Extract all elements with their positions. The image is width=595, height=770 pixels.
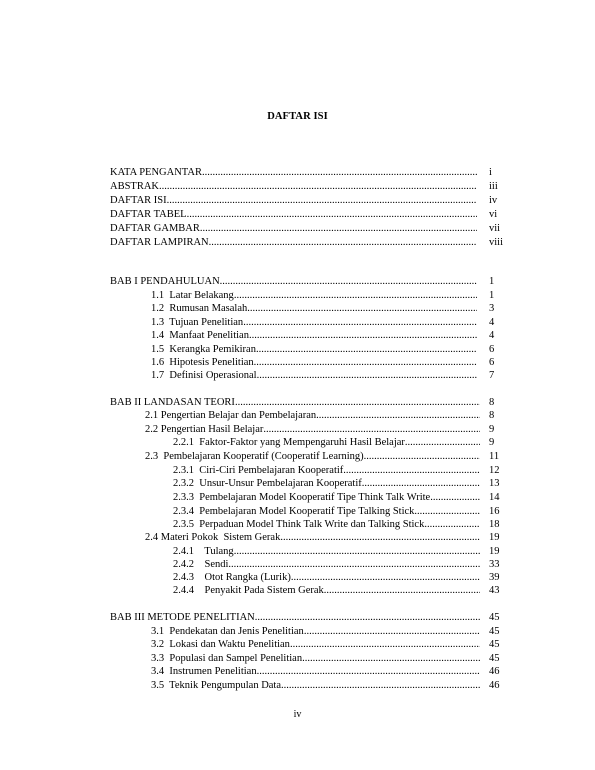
toc-entry-page-number: 1 xyxy=(489,276,495,287)
toc-entry-label: 2.3 Pembelajaran Kooperatif (Cooperatif Learning) xyxy=(145,451,364,462)
toc-entry-text xyxy=(151,665,480,679)
toc-dot-leader xyxy=(247,302,477,316)
toc-entry-label: 1.5 Kerangka Pemikiran xyxy=(151,344,256,355)
toc-entry xyxy=(0,571,595,585)
toc-entry-page-number: 19 xyxy=(489,546,500,557)
toc-entry-page-number: iv xyxy=(489,195,498,206)
toc-entry-text xyxy=(173,436,480,450)
toc-entry-label: 2.3.1 Ciri-Ciri Pembelajaran Kooperatif xyxy=(173,465,344,476)
page-number-footer: iv xyxy=(293,709,302,720)
toc-entry-page-number: 6 xyxy=(489,344,495,355)
toc-entry-page-number: 45 xyxy=(489,626,500,637)
toc-entry-page-number: iii xyxy=(489,181,498,192)
toc-entry-text xyxy=(145,409,480,423)
toc-entry-page-number: 9 xyxy=(489,424,495,435)
toc-entry-page-number: 7 xyxy=(489,370,495,381)
toc-entry-label: BAB I PENDAHULUAN xyxy=(110,276,220,287)
toc-entry-text xyxy=(151,302,477,316)
toc-entry xyxy=(0,545,595,559)
toc-entry-text xyxy=(110,611,480,625)
toc-entry xyxy=(0,505,595,519)
toc-dot-leader xyxy=(430,491,480,505)
toc-dot-leader xyxy=(343,464,480,478)
toc-entry xyxy=(0,208,595,222)
toc-entry-text xyxy=(110,208,477,222)
toc-entry-text xyxy=(145,531,480,545)
toc-entry xyxy=(0,652,595,666)
toc-dot-leader xyxy=(200,222,477,236)
toc-dot-leader xyxy=(257,665,480,679)
toc-entry xyxy=(0,625,595,639)
toc-entry-text xyxy=(151,638,480,652)
toc-dot-leader xyxy=(254,356,477,370)
toc-entry-text xyxy=(173,464,480,478)
toc-entry-page-number: 43 xyxy=(489,585,500,596)
toc-dot-leader xyxy=(424,518,480,532)
toc-entry-label: 3.1 Pendekatan dan Jenis Penelitian xyxy=(151,626,304,637)
toc-entry xyxy=(0,369,595,383)
toc-entry-text xyxy=(151,625,480,639)
toc-entry-text xyxy=(173,558,480,572)
toc-entry-text xyxy=(173,505,480,519)
toc-entry-text xyxy=(151,679,480,693)
toc-entry xyxy=(0,316,595,330)
toc-entry-text xyxy=(110,180,477,194)
toc-dot-leader xyxy=(249,329,477,343)
toc-entry-text xyxy=(145,450,480,464)
toc-entry-label: BAB II LANDASAN TEORI xyxy=(110,397,235,408)
toc-dot-leader xyxy=(167,194,477,208)
toc-dot-leader xyxy=(257,369,477,383)
toc-entry-page-number: 11 xyxy=(489,451,500,462)
toc-entry-text xyxy=(173,571,480,585)
toc-entry-text xyxy=(151,652,480,666)
toc-entry-label: KATA PENGANTAR xyxy=(110,167,202,178)
toc-entry-page-number: 33 xyxy=(489,559,500,570)
toc-entry-label: DAFTAR ISI xyxy=(110,195,167,206)
toc-dot-leader xyxy=(209,236,477,250)
toc-dot-leader xyxy=(304,625,480,639)
toc-entry-text xyxy=(110,194,477,208)
toc-entry-page-number: 45 xyxy=(489,653,500,664)
toc-entry-label: 2.3.4 Pembelajaran Model Kooperatif Tipe Talking Stick xyxy=(173,506,415,517)
toc-dot-leader xyxy=(235,396,480,410)
toc-entry-text xyxy=(151,343,477,357)
toc-entry xyxy=(0,477,595,491)
toc-entry-label: 3.4 Instrumen Penelitian xyxy=(151,666,257,677)
toc-entry xyxy=(0,638,595,652)
toc-entry-label: 1.2 Rumusan Masalah xyxy=(151,303,248,314)
toc-entry-label: 1.7 Definisi Operasional xyxy=(151,370,257,381)
toc-entry xyxy=(0,166,595,180)
toc-entry-label: 2.4 Materi Pokok Sistem Gerak xyxy=(145,532,281,543)
toc-entry-page-number: 4 xyxy=(489,317,495,328)
toc-entry xyxy=(0,222,595,236)
toc-entry-page-number: 9 xyxy=(489,437,495,448)
toc-dot-leader xyxy=(316,409,480,423)
toc-entry-label: 1.6 Hipotesis Penelitian xyxy=(151,357,254,368)
toc-entry-text xyxy=(151,316,477,330)
toc-entry-page-number: 46 xyxy=(489,666,500,677)
toc-entry xyxy=(0,180,595,194)
toc-entry-label: BAB III METODE PENELITIAN xyxy=(110,612,255,623)
toc-dot-leader xyxy=(302,652,480,666)
toc-entry xyxy=(0,679,595,693)
toc-entry-page-number: vi xyxy=(489,209,498,220)
toc-entry-page-number: vii xyxy=(489,223,501,234)
toc-entry-label: 2.3.2 Unsur-Unsur Pembelajaran Kooperatif xyxy=(173,478,362,489)
toc-entry xyxy=(0,531,595,545)
toc-entry-label: 1.4 Manfaat Penelitian xyxy=(151,330,249,341)
toc-entry xyxy=(0,236,595,250)
toc-entry xyxy=(0,423,595,437)
toc-entry-text xyxy=(173,518,480,532)
toc-dot-leader xyxy=(280,531,480,545)
toc-entry-page-number: 45 xyxy=(489,612,500,623)
toc-entry-page-number: 46 xyxy=(489,680,500,691)
toc-entry-page-number: 12 xyxy=(489,465,500,476)
toc-entry-text xyxy=(151,369,477,383)
toc-entry-page-number: 16 xyxy=(489,506,500,517)
toc-entry-text xyxy=(110,222,477,236)
toc-entry xyxy=(0,275,595,289)
toc-entry-page-number: 39 xyxy=(489,572,500,583)
toc-entry-label: 3.2 Lokasi dan Waktu Penelitian xyxy=(151,639,290,650)
toc-entry-page-number: 8 xyxy=(489,410,495,421)
toc-entry xyxy=(0,396,595,410)
toc-entry-label: 2.2.1 Faktor-Faktor yang Mempengaruhi Hasil Belajar xyxy=(173,437,405,448)
toc-entry-label: ABSTRAK xyxy=(110,181,160,192)
toc-entry-label: 2.4.4 Penyakit Pada Sistem Gerak xyxy=(173,585,324,596)
toc-entry-page-number: 19 xyxy=(489,532,500,543)
toc-dot-leader xyxy=(281,679,480,693)
toc-dot-leader xyxy=(234,545,480,559)
toc-entry xyxy=(0,356,595,370)
toc-entry-label: DAFTAR LAMPIRAN xyxy=(110,237,209,248)
toc-entry-text xyxy=(151,289,477,303)
toc-entry xyxy=(0,409,595,423)
toc-entry xyxy=(0,194,595,208)
toc-dot-leader xyxy=(324,584,480,598)
toc-dot-leader xyxy=(255,611,480,625)
toc-entry-page-number: 13 xyxy=(489,478,500,489)
toc-entry-page-number: 8 xyxy=(489,397,495,408)
toc-entry-page-number: i xyxy=(489,167,492,178)
toc-entry-text xyxy=(173,491,480,505)
toc-entry xyxy=(0,289,595,303)
toc-entry xyxy=(0,329,595,343)
toc-dot-leader xyxy=(202,166,477,180)
toc-dot-leader xyxy=(243,316,477,330)
toc-entry-label: 2.3.3 Pembelajaran Model Kooperatif Tipe Think Talk Write xyxy=(173,492,431,503)
toc-entry-page-number: 3 xyxy=(489,303,495,314)
toc-entry-text xyxy=(173,477,480,491)
toc-entry-text xyxy=(151,356,477,370)
toc-entry-text xyxy=(110,396,480,410)
toc-entry-text xyxy=(173,545,480,559)
toc-entry xyxy=(0,558,595,572)
toc-dot-leader xyxy=(290,638,480,652)
toc-entry-label: 3.5 Teknik Pengumpulan Data xyxy=(151,680,282,691)
page-title: DAFTAR ISI xyxy=(267,111,328,122)
toc-entry-text xyxy=(110,166,477,180)
toc-entry-label: DAFTAR GAMBAR xyxy=(110,223,200,234)
toc-dot-leader xyxy=(220,275,477,289)
toc-dot-leader xyxy=(362,477,480,491)
toc-entry xyxy=(0,464,595,478)
toc-entry-label: 2.1 Pengertian Belajar dan Pembelajaran xyxy=(145,410,317,421)
toc-entry-label: 1.3 Tujuan Penelitian xyxy=(151,317,244,328)
toc-entry-text xyxy=(110,275,477,289)
toc-entry-page-number: 1 xyxy=(489,290,495,301)
toc-dot-leader xyxy=(228,558,480,572)
toc-entry-text xyxy=(145,423,480,437)
toc-entry-label: DAFTAR TABEL xyxy=(110,209,187,220)
toc-entry-page-number: 18 xyxy=(489,519,500,530)
toc-entry xyxy=(0,611,595,625)
toc-entry-text xyxy=(173,584,480,598)
toc-entry-label: 2.4.1 Tulang xyxy=(173,546,234,557)
toc-dot-leader xyxy=(256,343,477,357)
toc-entry xyxy=(0,343,595,357)
toc-entry xyxy=(0,436,595,450)
toc-entry-label: 2.2 Pengertian Hasil Belajar xyxy=(145,424,264,435)
toc-dot-leader xyxy=(405,436,480,450)
toc-entry xyxy=(0,584,595,598)
toc-entry-page-number: 6 xyxy=(489,357,495,368)
toc-entry-text xyxy=(110,236,477,250)
toc-entry-label: 1.1 Latar Belakang xyxy=(151,290,234,301)
toc-entry xyxy=(0,665,595,679)
toc-entry-page-number: 45 xyxy=(489,639,500,650)
toc-dot-leader xyxy=(414,505,480,519)
toc-entry-label: 3.3 Populasi dan Sampel Penelitian xyxy=(151,653,303,664)
toc-entry-label: 2.3.5 Perpaduan Model Think Talk Write dan Talking Stick xyxy=(173,519,425,530)
toc-dot-leader xyxy=(364,450,480,464)
toc-entry-label: 2.4.3 Otot Rangka (Lurik) xyxy=(173,572,291,583)
toc-dot-leader xyxy=(291,571,480,585)
toc-dot-leader xyxy=(159,180,477,194)
toc-entry xyxy=(0,491,595,505)
toc-entry-text xyxy=(151,329,477,343)
toc-entry xyxy=(0,302,595,316)
toc-dot-leader xyxy=(234,289,477,303)
toc-entry-page-number: viii xyxy=(489,237,504,248)
toc-entry xyxy=(0,450,595,464)
toc-entry-page-number: 4 xyxy=(489,330,495,341)
toc-entry-page-number: 14 xyxy=(489,492,500,503)
toc-dot-leader xyxy=(187,208,477,222)
toc-dot-leader xyxy=(263,423,480,437)
toc-entry xyxy=(0,518,595,532)
toc-entry-label: 2.4.2 Sendi xyxy=(173,559,229,570)
